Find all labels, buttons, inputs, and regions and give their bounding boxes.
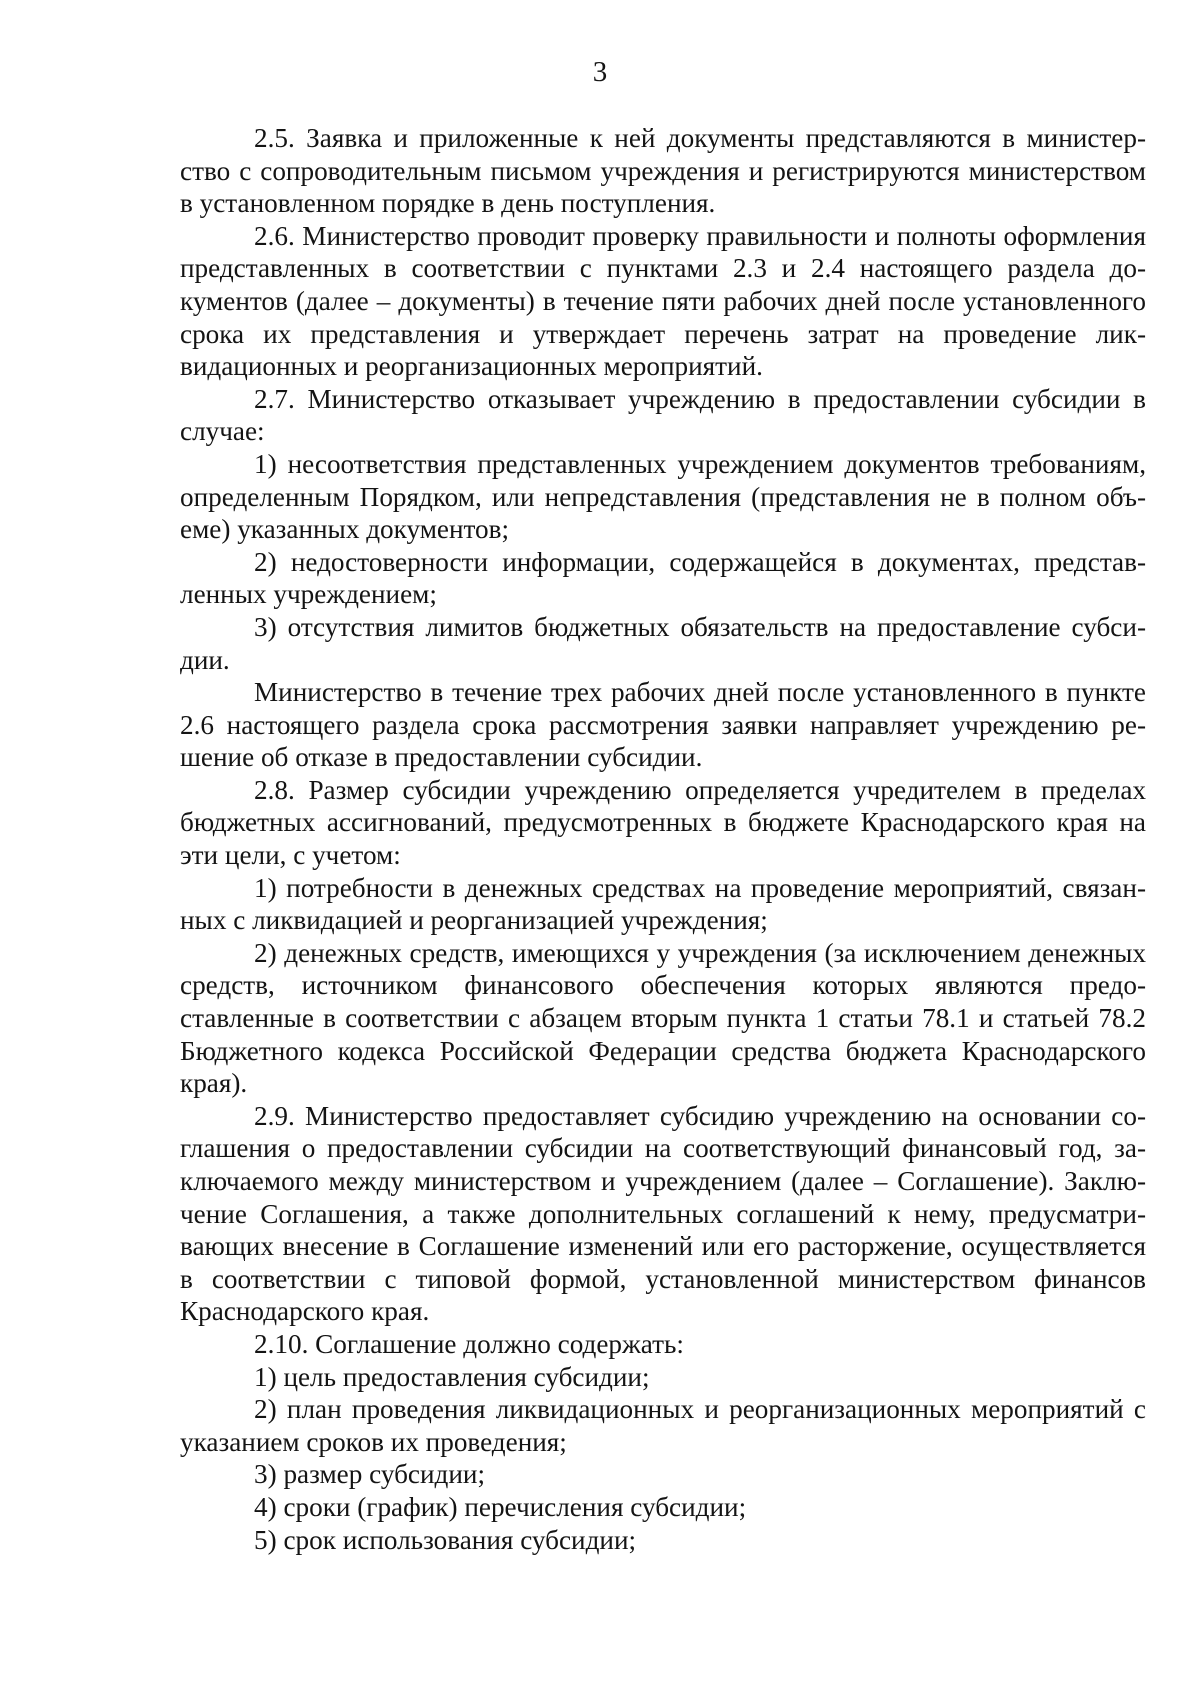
paragraph-2-10-item-5: 5) срок использования субсидии; xyxy=(254,1524,637,1555)
paragraph-2-6: 2.6. Министерство проводит проверку правильности и полноты оформления представленных в соответствии с пунктами 2.3 и 2.4 настоящего раздела документов (далее – документы) в течение пяти рабочих дней после установленного срока их представления и утверждает перечень затрат на проведение ликвидационных и реорганизационных мероприятий. xyxy=(180,220,1146,382)
paragraph-2-10: 2.10. Соглашение должно содержать: xyxy=(254,1328,684,1359)
paragraph-2-9: 2.9. Министерство предоставляет субсидию учреждению на основании соглашения о предоставлении субсидии на соответствующий финансовый год, заключаемого между министерством и учреждением (далее – Соглашение). Заключение Соглашения, а также дополнительных соглашений к нему, предусматривающих внесение в Соглашение изменений или его расторжение, осуществляется в соответствии с типовой формой, установленной министерством финансов Краснодарского края. xyxy=(180,1100,1146,1327)
paragraph-2-7-item-1: 1) несоответствия представленных учреждением документов требованиям, определенным Порядком, или непредставления (представления не в полном объеме) указанных документов; xyxy=(180,448,1146,545)
document-body xyxy=(180,122,1146,1556)
paragraph-2-10-item-4: 4) сроки (график) перечисления субсидии; xyxy=(254,1491,747,1522)
paragraph-2-7: 2.7. Министерство отказывает учреждению в предоставлении субсидии в случае: xyxy=(180,383,1146,447)
paragraph-2-7-item-2: 2) недостоверности информации, содержащейся в документах, представленных учреждением; xyxy=(180,546,1146,610)
paragraph-2-7-item-3: 3) отсутствия лимитов бюджетных обязательств на предоставление субсидии. xyxy=(180,611,1146,675)
paragraph-2-10-item-3: 3) размер субсидии; xyxy=(254,1459,486,1490)
paragraph-2-5: 2.5. Заявка и приложенные к ней документы представляются в министерство с сопроводительным письмом учреждения и регистрируются министерством в установленном порядке в день поступления. xyxy=(180,123,1146,219)
paragraph-2-8-item-2: 2) денежных средств, имеющихся у учреждения (за исключением денежных средств, источником финансового обеспечения которых являются предоставленные в соответствии с абзацем вторым пункта 1 статьи 78.1 и статьей 78.2 Бюджетного кодекса Российской Федерации средства бюджета Краснодарского края). xyxy=(180,937,1146,1099)
paragraph-refusal-notice: Министерство в течение трех рабочих дней после установленного в пункте 2.6 настоящего раздела срока рассмотрения заявки направляет учреждению решение об отказе в предоставлении субсидии. xyxy=(180,677,1146,773)
paragraph-2-8-item-1: 1) потребности в денежных средствах на проведение мероприятий, связанных с ликвидацией и реорганизацией учреждения; xyxy=(180,872,1146,936)
page-number: 3 xyxy=(592,56,608,88)
paragraph-2-10-item-1: 1) цель предоставления субсидии; xyxy=(254,1361,650,1392)
paragraph-2-10-item-2: 2) план проведения ликвидационных и реорганизационных мероприятий с указанием сроков их проведения; xyxy=(180,1394,1146,1457)
paragraph-2-8: 2.8. Размер субсидии учреждению определяется учредителем в пределах бюджетных ассигнований, предусмотренных в бюджете Краснодарского края на эти цели, с учетом: xyxy=(180,774,1146,871)
